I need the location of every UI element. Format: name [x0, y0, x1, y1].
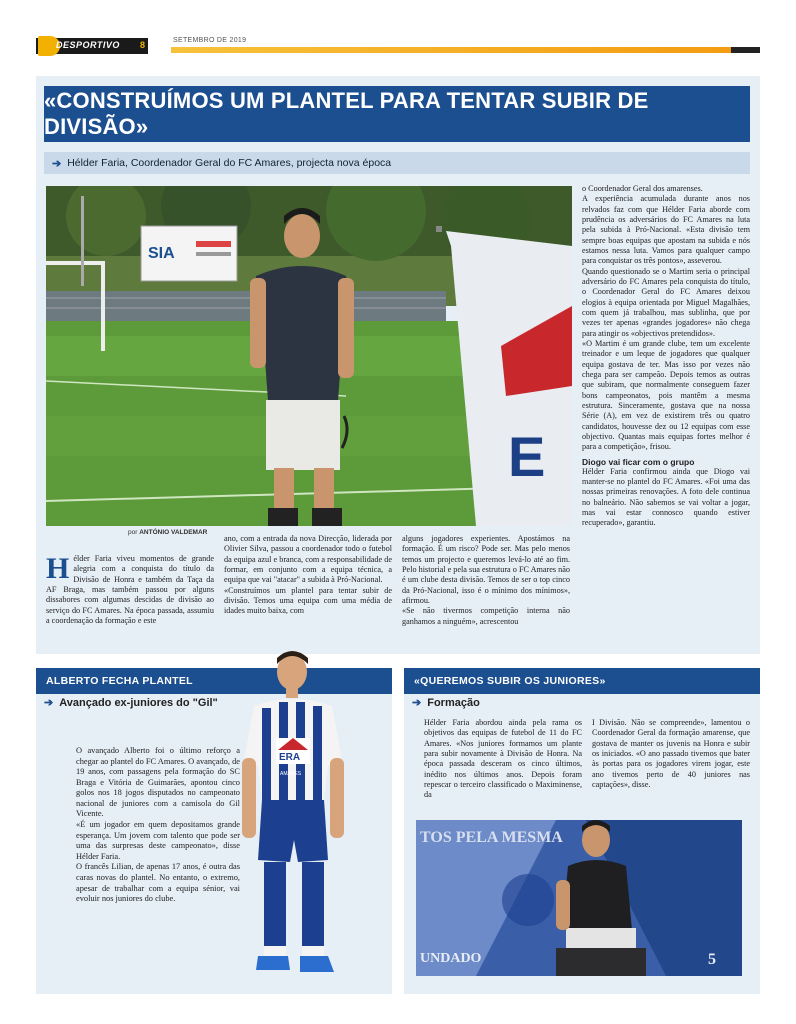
article-column-4 — [582, 184, 750, 529]
column-2-text: ano, com a entrada da nova Direcção, liderada por Olivier Silva, passou a coordenador todo o futebol da equipa azul e branca, com a responsabilidade de formar, em conjunto com a equipa técnica, a equipa que vai "atacar" a subida à Pró-Nacional. — [224, 534, 392, 585]
shirt-sponsor-sub: AMARES — [280, 771, 302, 777]
drop-cap: H — [46, 552, 70, 585]
billboard-logo-text: SIA — [148, 245, 175, 262]
author-credit — [128, 529, 207, 536]
article-column-1 — [46, 554, 214, 626]
box-juniores-header: «QUEREMOS SUBIR OS JUNIORES» — [404, 668, 760, 694]
arrow-right-icon: ➔ — [52, 157, 62, 170]
box-alberto-subheader — [44, 696, 218, 709]
header-stripe — [171, 47, 731, 53]
alberto-paragraph-3: O francês Lilian, de apenas 17 anos, é outra das caras novas do plantel. No entanto, o extremo, apesar de trabalhar com a equipa sénior, vai evoluir nos juniores do clube. — [76, 862, 240, 904]
arrow-right-icon: ➔ — [44, 697, 54, 709]
main-article — [36, 76, 760, 654]
header-stripe-end — [731, 47, 760, 53]
box-juniores-subheader-text: Formação — [427, 696, 480, 709]
player-photo — [232, 650, 362, 995]
column-3-quote: «Se não tivermos competição interna não ganhamos a ninguém», acrescentou — [402, 606, 570, 626]
box-alberto-subheader-text: Avançado ex-juniores do "Gil" — [59, 696, 218, 709]
alberto-paragraph-1: O avançado Alberto foi o último reforço a chegar ao plantel do FC Amares. O avançado, de 19 anos, com passagens pela formação do SC Braga e Vitória de Guimarães, apontou cinco golos nos 18 jogos disputados no campeonato nacional de juniores com a camisola do Gil Vicente. — [76, 746, 240, 819]
article-subtitle — [44, 152, 750, 174]
article-column-2 — [224, 534, 392, 617]
article-title: «CONSTRUÍMOS UM PLANTEL PARA TENTAR SUBIR DE DIVISÃO» — [44, 86, 750, 142]
box-alberto-header: ALBERTO FECHA PLANTEL — [36, 668, 392, 694]
column-4-text-b: A experiência acumulada durante anos nos relvados faz com que Hélder Faria aborde com prudência os adversários do FC Amares na luta pela subida à Pró-Nacional. «Esta divisão tem sempre boas equipas que apostam na subida e nós estamos nessa luta. Vamos para qualquer campo para conquistar os três pontos», asseverou. — [582, 194, 750, 266]
column-4-text-c: Quando questionado se o Martim seria o principal adversário do FC Amares pela conquista do título, o Coordenador Geral do FC Amares deixou elogios à equipa orientada por Miguel Magalhães, com quem já trabalhou, mas sublinha, que por vezes ter apenas «grandes jogadores» não chega para atingir os «objectivos pretendidos». — [582, 266, 750, 338]
column-4-text-e: Hélder Faria confirmou ainda que Diogo vai manter-se no plantel do FC Amares. «Foi uma das nossas primeiras renovações. A foto dele continua no balneário. Não sabemos se vai voltar a jogar, mas vai estar connosco quando estiver recuperado», garantiu. — [582, 466, 750, 528]
page-number: 8 — [140, 40, 146, 50]
issue-date: SETEMBRO DE 2019 — [173, 37, 247, 44]
juniores-paragraph-1: Hélder Faria abordou ainda pela rama os objetivos das equipas de futebol de 11 do FC Amares. «Nos juniores formamos um plante para subir novamente à Divisão de Honra. Na época passada desceram os cinco últimos, inédito nos últimos anos. Depois foram repescar o terceiro classificado o Maximinense, da — [424, 718, 582, 800]
coordinator-seated-photo — [416, 820, 742, 976]
author-name: ANTÓNIO VALDEMAR — [139, 529, 208, 536]
section-logo — [36, 38, 148, 54]
box-juniores-column-1 — [424, 718, 582, 801]
column-1-text: élder Faria viveu momentos de grande alegria com a conquista do título da Divisão de Honra e também da Taça da AF Braga, mas também passou por alguns dissabores com algumas descidas de divisão ao serviço do FC Amares. Na época passada, assumiu a coordenação da formação e este — [46, 554, 214, 625]
arrow-right-icon: ➔ — [412, 697, 422, 709]
column-3-text: alguns jogadores experientes. Apostámos na formação. É um risco? Pode ser. Mas pelo menos temos um projecto e queremos levá-lo até ao fim. Pelo historial e pela sua estrutura o FC Amares não é um clube desta divisão. Temos de ser o top cinco da Pró-Nacional, isso é o mínimo dos mínimos», afirmou. — [402, 534, 570, 605]
juniores-paragraph-2: I Divisão. Não se compreende», lamentou o Coordenador Geral da formação amarense, que gostava de manter os juvenis na Honra e subir os iniciados. «O ano passado tivemos que bater às portas para os jogadores virem jogar, este ano tivemos perto de 40 juniores nas captações», disse. — [592, 718, 750, 789]
article-subtitle-text: Hélder Faria, Coordenador Geral do FC Amares, projecta nova época — [67, 157, 392, 169]
column-4-text-a: o Coordenador Geral dos amarenses. — [582, 184, 703, 193]
column-4-text-d: «O Martim é um grande clube, tem um excelente treinador e um leque de jogadores que qualquer equipa gostava de ter. Mas isso por vezes não chega para ser campeão. Depois temos as outras que subiram, que normalmente conseguem fazer bons campeonatos, pois mantêm a mesma estrutura. Sinceramente, gostava que na nossa Série (A), em vez de existirem três ou quatro candidatos, houvesse dez ou 12 equipas com esse objectivo. Quantas mais equipas fortes melhor é para a competição», frisou. — [582, 338, 750, 452]
photo-man-seated — [416, 820, 742, 976]
box-juniores-subheader — [412, 696, 480, 709]
box-juniores-column-2 — [592, 718, 750, 790]
box-alberto-text — [76, 746, 240, 905]
photo-man-on-pitch — [46, 186, 572, 526]
credit-prefix: por — [128, 529, 138, 536]
wall-text-top: TOS PELA MESMA — [420, 829, 563, 846]
wall-number: 5 — [708, 951, 716, 968]
article-photo — [46, 186, 572, 526]
page-header — [36, 38, 760, 54]
alberto-paragraph-2: «É um jogador em quem depositamos grande esperança. Um jovem com talento que pode ser uma das surpresas deste campeonato», disse Hélder Faria. — [76, 820, 240, 861]
shirt-sponsor: ERA — [279, 752, 301, 763]
article-column-3 — [402, 534, 570, 627]
banner-text: E — [508, 425, 546, 488]
column-4-heading: Diogo vai ficar com o grupo — [582, 456, 695, 467]
photo-player-in-kit — [232, 650, 362, 995]
sidebar-box-juniores — [404, 668, 760, 994]
wall-text-bottom: UNDADO — [420, 951, 482, 966]
section-name: DESPORTIVO — [56, 40, 120, 50]
column-2-quote: «Construímos um plantel para tentar subir de divisão. Temos uma equipa com uma média de idades muito baixa, com — [224, 585, 392, 616]
